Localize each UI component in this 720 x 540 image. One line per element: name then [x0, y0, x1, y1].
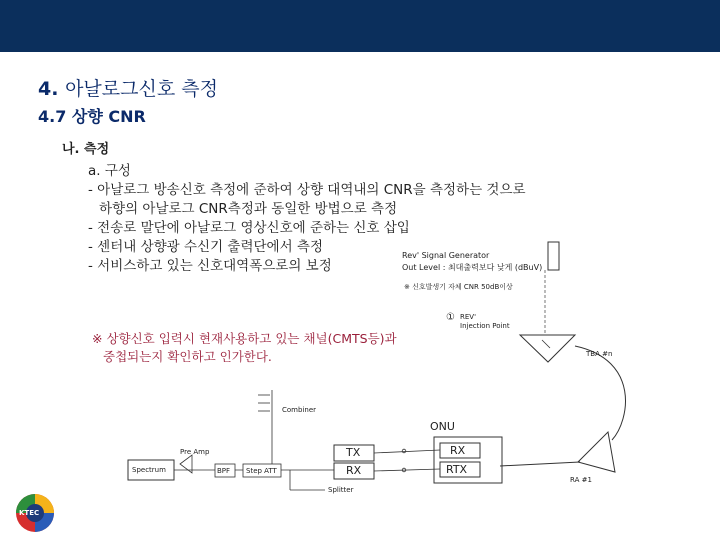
rx-label: RX	[346, 464, 362, 477]
combiner-label: Combiner	[282, 406, 316, 414]
signal-generator-box	[548, 242, 559, 270]
logo-text: KTEC	[19, 509, 40, 517]
ra-label: RA #1	[570, 476, 592, 484]
spectrum-label: Spectrum	[132, 466, 166, 474]
bpf-label: BPF	[217, 467, 231, 475]
injection-marker: ①	[446, 312, 455, 323]
title-text: 아날로그신호 측정	[65, 78, 218, 100]
page-subtitle: 4.7 상향 CNR	[38, 107, 146, 126]
tx-label: TX	[346, 446, 361, 459]
fiber-link	[374, 469, 440, 471]
body-line: - 센터내 상향광 수신기 출력단에서 측정	[88, 239, 323, 255]
tba-amplifier	[520, 335, 575, 362]
generator-note: ※ 신호발생기 자체 CNR 50dB이상	[404, 283, 513, 291]
step-att-label: Step ATT	[246, 467, 277, 475]
out-level-label: Out Level : 최대출력보다 낮게 (dBuV)	[402, 263, 543, 272]
body-line: 하향의 아날로그 CNR측정과 동일한 방법으로 측정	[99, 201, 398, 217]
tba-label: TBA #n	[586, 350, 613, 358]
fiber-connector	[402, 449, 406, 453]
injection-label: Injection Point	[460, 322, 510, 330]
fiber-link	[374, 450, 440, 453]
note-line: 중첩되는지 확인하고 인가한다.	[103, 349, 272, 364]
onu-rtx-label: RTX	[446, 463, 468, 476]
body-line: - 아날로그 방송신호 측정에 준하여 상향 대역내의 CNR을 측정하는 것으로	[88, 182, 526, 198]
body-item: a. 구성	[88, 163, 131, 179]
title-number: 4.	[38, 78, 59, 100]
body-line: - 서비스하고 있는 신호대역폭으로의 보정	[88, 258, 332, 274]
injection-label: REV'	[460, 313, 476, 321]
generator-label: Rev' Signal Generator	[402, 251, 490, 260]
body-line: - 전송로 말단에 아날로그 영상신호에 준하는 신호 삽입	[88, 220, 410, 236]
preamp-label: Pre Amp	[180, 448, 210, 456]
splitter-label: Splitter	[328, 486, 354, 494]
section-heading: 나. 측정	[62, 142, 110, 157]
note-line: ※ 상향신호 입력시 현재사용하고 있는 채널(CMTS등)과	[92, 331, 397, 346]
injection-arrow	[542, 340, 550, 348]
onu-rx-label: RX	[450, 444, 466, 457]
ra-amplifier	[578, 432, 615, 472]
onu-label: ONU	[430, 420, 455, 433]
rtx-cable	[500, 462, 580, 466]
coax-cable	[575, 346, 625, 440]
